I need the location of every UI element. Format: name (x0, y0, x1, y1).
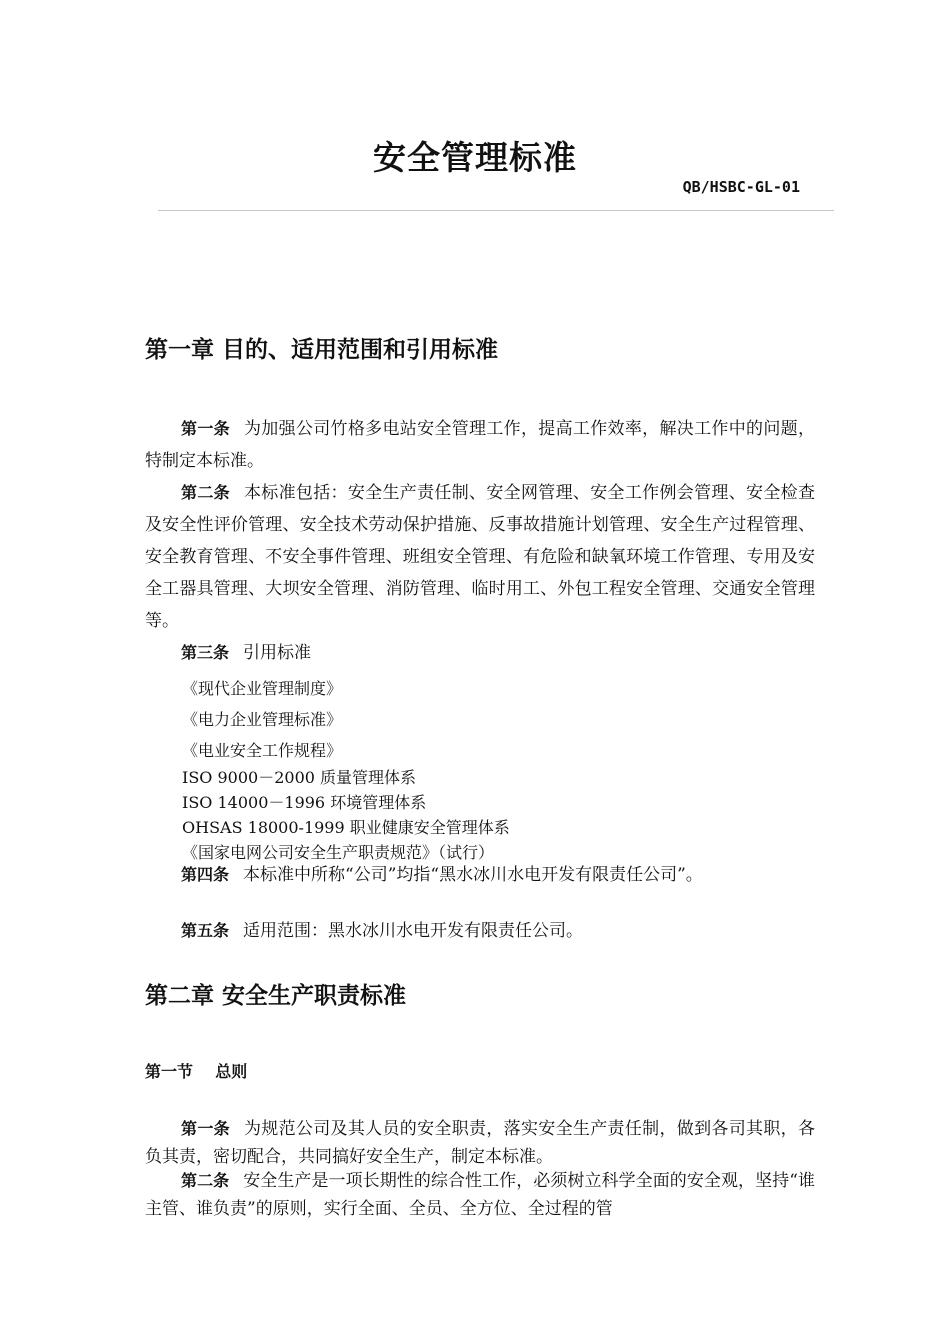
article-label: 第二条 (181, 483, 230, 502)
header-divider (158, 210, 834, 211)
article-label: 第五条 (181, 921, 230, 940)
chapter-2-article-2 (145, 1167, 815, 1223)
reference-item: 《国家电网公司安全生产职责规范》（试行） (182, 843, 495, 862)
article-label: 第二条 (181, 1171, 230, 1190)
reference-item: OHSAS 18000-1999 职业健康安全管理体系 (182, 818, 510, 837)
article-label: 第一条 (181, 1119, 230, 1138)
article-text: 安全生产是一项长期性的综合性工作，必须树立科学全面的安全观，坚持“谁主管、谁负责”的原则，实行全面、全员、全方位、全过程的管 (145, 1171, 815, 1219)
chapter-1-article-3 (145, 637, 815, 669)
reference-item: 《电业安全工作规程》 (182, 741, 343, 760)
article-text: 适用范围：黑水冰川水电开发有限责任公司。 (243, 921, 584, 941)
chapter-1-article-2 (145, 477, 815, 637)
chapter-2-heading: 第二章 安全生产职责标准 (145, 983, 407, 1009)
chapter-1-article-1 (145, 413, 815, 477)
document-title: 安全管理标准 (373, 138, 577, 177)
reference-item: ISO 9000－2000 质量管理体系 (182, 768, 417, 787)
chapter-2-article-1 (145, 1115, 815, 1171)
article-label: 第三条 (181, 643, 230, 662)
chapter-1-article-4 (145, 862, 815, 888)
article-text: 本标准包括：安全生产责任制、安全网管理、安全工作例会管理、安全检查及安全性评价管理、安全技术劳动保护措施、反事故措施计划管理、安全生产过程管理、安全教育管理、不安全事件管理、班组安全管理、有危险和缺氧环境工作管理、专用及安全工器具管理、大坝安全管理、消防管理、临时用工、外包工程安全管理、交通安全管理等。 (145, 483, 815, 631)
document-code: QB/HSBC-GL-01 (682, 178, 800, 196)
section-1-heading: 第一节 总则 (145, 1062, 248, 1081)
article-text: 引用标准 (243, 643, 312, 663)
article-text: 为规范公司及其人员的安全职责，落实安全生产责任制，做到各司其职，各负其责，密切配合，共同搞好安全生产，制定本标准。 (145, 1119, 815, 1167)
reference-item: 《现代企业管理制度》 (182, 679, 343, 698)
reference-item: 《电力企业管理标准》 (182, 710, 343, 729)
article-label: 第四条 (181, 865, 230, 884)
article-label: 第一条 (181, 419, 230, 438)
article-text: 本标准中所称“公司”均指“黑水冰川水电开发有限责任公司”。 (243, 865, 703, 885)
chapter-1-article-5 (145, 918, 815, 944)
article-text: 为加强公司竹格多电站安全管理工作，提高工作效率，解决工作中的问题，特制定本标准。 (145, 419, 815, 471)
chapter-1-heading: 第一章 目的、适用范围和引用标准 (145, 337, 499, 363)
reference-item: ISO 14000－1996 环境管理体系 (182, 793, 427, 812)
